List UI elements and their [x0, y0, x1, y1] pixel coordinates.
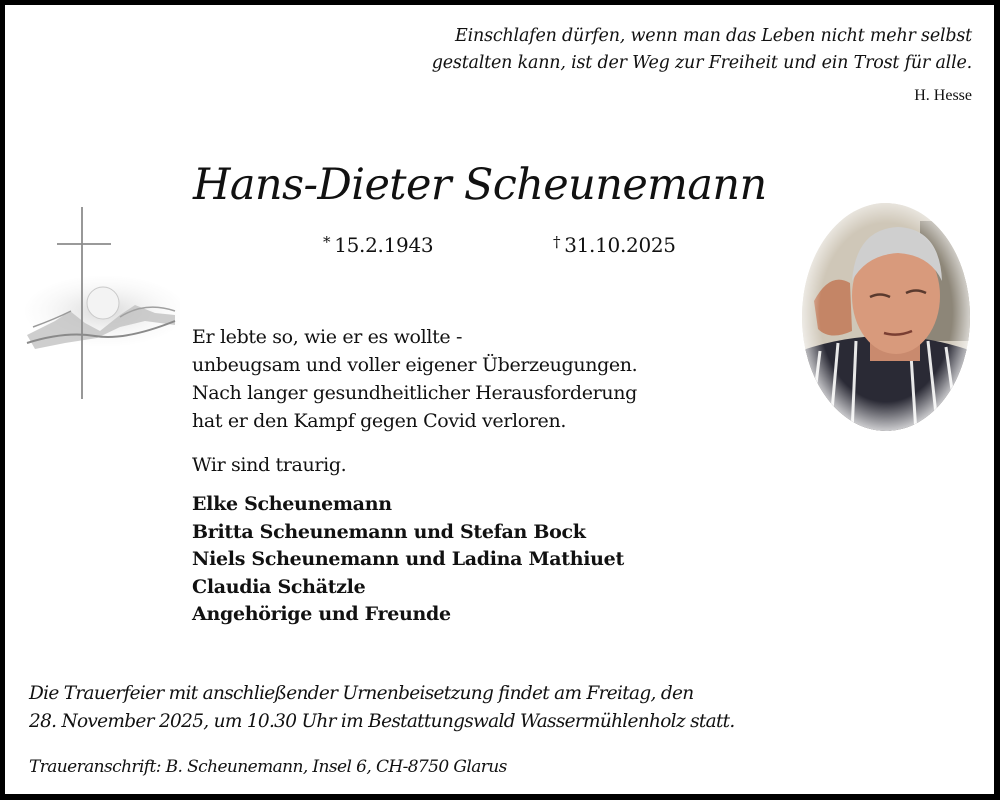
poem-line: unbeugsam und voller eigener Überzeugungen. [192, 354, 638, 376]
death-date: 31.10.2025 [564, 233, 676, 257]
quote-line: Einschlafen dürfen, wenn man das Leben nicht mehr selbst [455, 26, 972, 46]
birth-date-block [323, 233, 433, 257]
quote-author: H. Hesse [914, 87, 972, 104]
mourner-name: Angehörige und Freunde [192, 603, 451, 625]
mourner-name: Claudia Schätzle [192, 575, 366, 598]
portrait-photo [800, 201, 972, 433]
obituary-poem [192, 323, 637, 435]
birth-star-icon: * [323, 233, 331, 251]
cross-mountain-icon [25, 203, 180, 403]
funeral-line: Die Trauerfeier mit anschließender Urnenbeisetzung findet am Freitag, den [29, 683, 694, 704]
deceased-name: Hans-Dieter Scheunemann [193, 160, 767, 210]
mourner-name: Elke Scheunemann [192, 493, 392, 515]
mourning-line: Wir sind traurig. [192, 454, 347, 476]
death-dagger-icon: † [553, 233, 561, 251]
mourner-name: Britta Scheunemann und Stefan Bock [192, 520, 586, 543]
epigraph-quote [432, 23, 972, 77]
funeral-line: 28. November 2025, um 10.30 Uhr im Bestattungswald Wassermühlenholz statt. [29, 711, 735, 732]
mourner-name: Niels Scheunemann und Ladina Mathiuet [192, 548, 624, 570]
birth-date: 15.2.1943 [334, 233, 434, 257]
death-date-block [553, 233, 676, 257]
poem-line: Er lebte so, wie er es wollte - [192, 326, 463, 348]
funeral-notice [29, 680, 735, 736]
poem-line: hat er den Kampf gegen Covid verloren. [192, 410, 567, 432]
poem-line: Nach langer gesundheitlicher Herausforderung [192, 382, 637, 404]
mourners-list [192, 491, 624, 629]
mourning-address: Traueranschrift: B. Scheunemann, Insel 6, CH-8750 Glarus [29, 757, 507, 777]
quote-line: gestalten kann, ist der Weg zur Freiheit und ein Trost für alle. [431, 53, 972, 73]
